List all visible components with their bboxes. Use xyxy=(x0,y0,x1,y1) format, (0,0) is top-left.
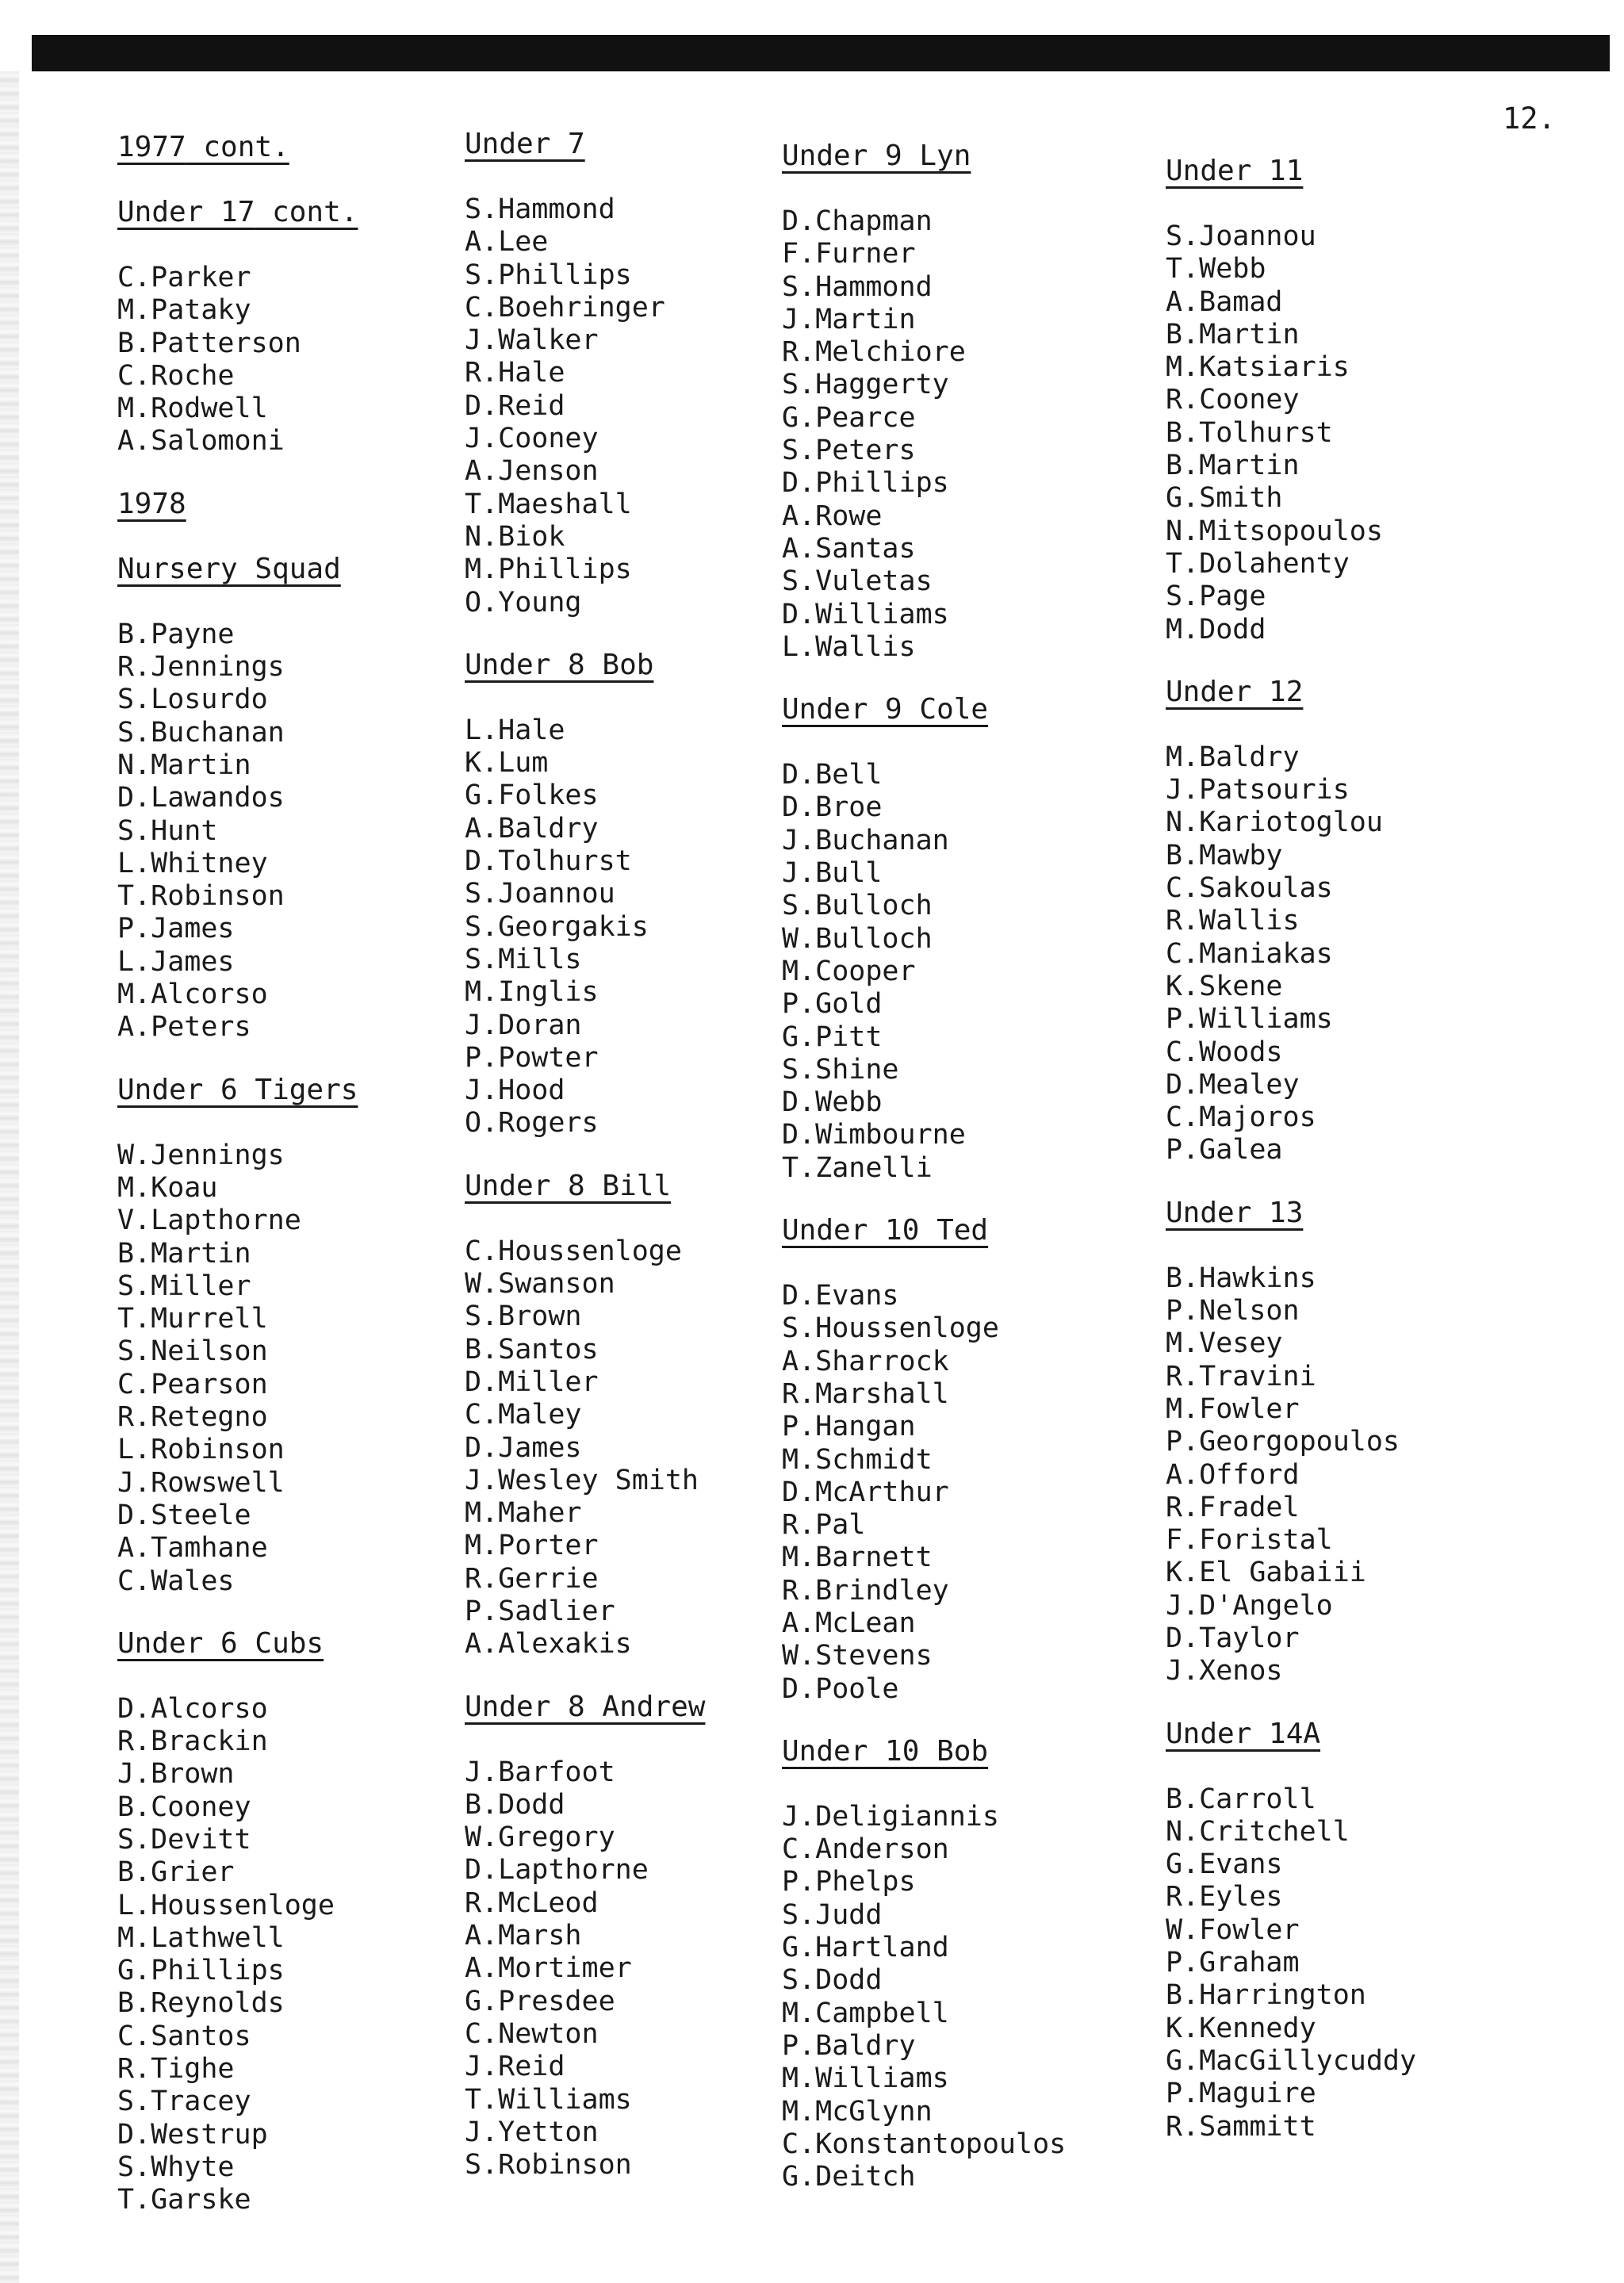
player-name: K.Kennedy xyxy=(1166,2012,1316,2044)
player-name: G.Deitch xyxy=(782,2161,916,2193)
player-list xyxy=(1166,741,1538,1167)
player-name: C.Houssenloge xyxy=(465,1235,682,1267)
player-name: R.Tighe xyxy=(117,2053,235,2086)
player-name: M.Phillips xyxy=(465,554,632,586)
player-name: M.Pataky xyxy=(117,294,251,327)
player-name: P.Sadlier xyxy=(465,1595,615,1627)
player-name: S.Dodd xyxy=(782,1964,883,1997)
player-name: S.Vuletas xyxy=(782,565,933,598)
player-name: J.Bull xyxy=(782,857,883,890)
player-name: L.Houssenloge xyxy=(117,1889,335,1921)
player-name: S.Georgakis xyxy=(465,910,649,943)
player-name: B.Cooney xyxy=(117,1791,251,1823)
player-name: M.Alcorso xyxy=(117,979,268,1011)
player-name: K.Lum xyxy=(465,747,549,780)
player-name: S.Shine xyxy=(782,1053,899,1086)
player-name: A.Sharrock xyxy=(782,1345,949,1377)
player-name: M.Inglis xyxy=(465,976,599,1009)
player-name: D.Wimbourne xyxy=(782,1119,966,1151)
section-title-suffix: cont. xyxy=(186,131,289,163)
player-name: R.Jennings xyxy=(117,651,285,684)
player-name: N.Mitsopoulos xyxy=(1166,515,1383,547)
player-name: A.Lee xyxy=(465,226,549,259)
player-name: D.Alcorso xyxy=(117,1692,268,1725)
section-heading xyxy=(782,1215,1155,1280)
player-name: S.Brown xyxy=(465,1300,582,1333)
player-name: R.Brackin xyxy=(117,1726,268,1758)
player-name: C.Konstantopoulos xyxy=(782,2128,1067,2160)
player-name: T.Webb xyxy=(1166,253,1266,285)
player-name: D.Lawandos xyxy=(117,782,285,814)
player-name: R.Hale xyxy=(465,357,565,389)
player-name: S.Devitt xyxy=(117,1823,251,1856)
player-name: L.Whitney xyxy=(117,847,268,879)
section-heading xyxy=(782,140,1155,205)
player-name: P.Phelps xyxy=(782,1866,916,1898)
section-heading xyxy=(782,694,1155,759)
section-title: Under 8 Andrew xyxy=(465,1690,706,1723)
player-name: A.Peters xyxy=(117,1011,251,1044)
section-heading xyxy=(1166,1197,1538,1262)
top-border-bar xyxy=(32,35,1610,71)
player-name: B.Patterson xyxy=(117,327,301,359)
section-title: Under 6 Cubs xyxy=(117,1626,324,1660)
player-name: L.Hale xyxy=(465,714,565,746)
section-title: Under 10 Ted xyxy=(782,1214,989,1247)
section-heading xyxy=(782,1736,1155,1801)
player-name: S.Phillips xyxy=(465,259,632,291)
player-list xyxy=(1166,1262,1538,1688)
player-name: M.Cooper xyxy=(782,955,916,987)
player-name: R.Sammitt xyxy=(1166,2110,1316,2143)
player-name: C.Maley xyxy=(465,1399,582,1431)
player-name: J.Buchanan xyxy=(782,824,949,856)
player-name: J.Hood xyxy=(465,1074,565,1107)
player-name: B.Hawkins xyxy=(1166,1262,1316,1294)
player-name: B.Mawby xyxy=(1166,839,1283,871)
player-name: C.Boehringer xyxy=(465,291,665,324)
player-name: A.Mortimer xyxy=(465,1952,632,1985)
player-name: A.Marsh xyxy=(465,1920,582,1952)
section-heading xyxy=(1166,1718,1538,1783)
player-name: R.Eyles xyxy=(1166,1881,1283,1913)
player-name: S.Haggerty xyxy=(782,369,949,401)
player-name: J.Martin xyxy=(782,303,916,335)
section-heading xyxy=(117,488,490,554)
player-name: B.Carroll xyxy=(1166,1783,1316,1815)
player-name: O.Young xyxy=(465,586,582,619)
player-name: S.Peters xyxy=(782,435,916,467)
player-name: B.Grier xyxy=(117,1856,235,1889)
column-1 xyxy=(117,132,490,2247)
player-name: M.Rodwell xyxy=(117,393,268,425)
section-heading xyxy=(117,554,490,619)
section-title: Under 11 xyxy=(1166,155,1304,187)
player-list xyxy=(1166,220,1538,646)
player-name: T.Dolahenty xyxy=(1166,547,1350,580)
player-name: P.Nelson xyxy=(1166,1295,1300,1327)
player-name: S.Page xyxy=(1166,580,1266,613)
section-title: 1978 xyxy=(117,487,186,520)
player-name: J.Patsouris xyxy=(1166,774,1350,806)
player-name: S.Tracey xyxy=(117,2086,251,2118)
player-name: P.Galea xyxy=(1166,1134,1283,1166)
player-name: P.Graham xyxy=(1166,1947,1300,1979)
player-name: S.Judd xyxy=(782,1898,883,1931)
player-name: R.Wallis xyxy=(1166,905,1300,937)
player-name: M.Schmidt xyxy=(782,1443,933,1476)
player-name: P.James xyxy=(117,913,235,945)
player-name: B.Reynolds xyxy=(117,1987,285,2020)
section-title-suffix: cont. xyxy=(255,196,358,228)
player-name: C.Newton xyxy=(465,2017,599,2050)
player-name: J.Wesley Smith xyxy=(465,1464,699,1496)
player-list xyxy=(1166,1783,1538,2143)
player-name: D.Williams xyxy=(782,598,949,630)
player-name: T.Williams xyxy=(465,2083,632,2116)
player-name: B.Martin xyxy=(1166,450,1300,482)
player-name: B.Payne xyxy=(117,618,235,650)
player-name: M.Williams xyxy=(782,2063,949,2095)
player-name: W.Jennings xyxy=(117,1139,285,1171)
player-name: A.Alexakis xyxy=(465,1628,632,1661)
player-name: S.Bulloch xyxy=(782,890,933,922)
player-name: M.Katsiaris xyxy=(1166,351,1350,384)
player-name: M.Porter xyxy=(465,1530,599,1562)
player-name: M.Campbell xyxy=(782,1997,949,2029)
player-list xyxy=(117,1140,490,1598)
player-name: S.Neilson xyxy=(117,1335,268,1368)
player-name: P.Maguire xyxy=(1166,2078,1316,2110)
player-name: K.Skene xyxy=(1166,970,1283,1002)
player-name: G.Folkes xyxy=(465,780,599,812)
player-name: R.Gerrie xyxy=(465,1562,599,1595)
player-name: C.Santos xyxy=(117,2020,251,2052)
player-name: D.Poole xyxy=(782,1672,899,1705)
player-name: D.Evans xyxy=(782,1280,899,1312)
player-name: M.Baldry xyxy=(1166,741,1300,773)
player-name: B.Santos xyxy=(465,1333,599,1366)
player-name: A.Santas xyxy=(782,532,916,565)
section-title: Under 6 Tigers xyxy=(117,1073,358,1106)
player-name: W.Fowler xyxy=(1166,1913,1300,1946)
player-name: J.Cooney xyxy=(465,423,599,455)
player-name: J.Barfoot xyxy=(465,1756,615,1788)
player-name: M.Barnett xyxy=(782,1542,933,1574)
player-name: J.Brown xyxy=(117,1758,235,1791)
player-name: R.Melchiore xyxy=(782,336,966,369)
player-name: S.Losurdo xyxy=(117,684,268,716)
player-name: V.Lapthorne xyxy=(117,1205,301,1237)
section-title: Under 8 Bob xyxy=(465,648,654,681)
player-name: D.Reid xyxy=(465,389,565,422)
player-name: M.McGlynn xyxy=(782,2095,933,2128)
player-name: M.Maher xyxy=(465,1497,582,1530)
player-name: W.Swanson xyxy=(465,1268,615,1300)
player-list xyxy=(117,619,490,1044)
player-name: C.Woods xyxy=(1166,1036,1283,1068)
section-title: Under 13 xyxy=(1166,1196,1304,1229)
player-name: J.Reid xyxy=(465,2051,565,2083)
player-name: D.Westrup xyxy=(117,2118,268,2151)
section-title: Under 12 xyxy=(1166,675,1304,708)
player-name: A.Rowe xyxy=(782,500,883,532)
player-name: P.Williams xyxy=(1166,1003,1333,1036)
player-list xyxy=(117,1693,490,2217)
player-name: A.Salomoni xyxy=(117,425,285,458)
player-name: M.Vesey xyxy=(1166,1327,1283,1360)
player-name: R.Fradel xyxy=(1166,1491,1300,1523)
player-name: A.Tamhane xyxy=(117,1532,268,1565)
player-name: G.Pitt xyxy=(782,1021,883,1053)
section-title: Under 9 Lyn xyxy=(782,140,971,172)
section-title: Under 9 Cole xyxy=(782,693,989,726)
player-name: S.Houssenloge xyxy=(782,1312,999,1345)
player-name: S.Whyte xyxy=(117,2151,235,2183)
section-heading xyxy=(117,197,490,262)
player-name: T.Zanelli xyxy=(782,1151,933,1184)
player-name: A.Offord xyxy=(1166,1458,1300,1491)
player-name: D.Phillips xyxy=(782,467,949,500)
player-name: R.Marshall xyxy=(782,1377,949,1410)
player-name: R.Cooney xyxy=(1166,384,1300,416)
player-list xyxy=(782,759,1155,1185)
player-name: S.Mills xyxy=(465,943,582,975)
section-title: Under 14A xyxy=(1166,1717,1321,1750)
player-name: T.Maeshall xyxy=(465,488,632,520)
player-name: S.Robinson xyxy=(465,2149,632,2181)
section-heading xyxy=(117,132,490,197)
player-name: J.Rowswell xyxy=(117,1466,285,1499)
player-name: W.Stevens xyxy=(782,1640,933,1672)
player-name: S.Miller xyxy=(117,1270,251,1302)
column-4 xyxy=(1166,155,1538,2174)
player-name: R.Travini xyxy=(1166,1360,1316,1392)
player-name: A.Jenson xyxy=(465,455,599,488)
player-name: S.Hunt xyxy=(117,814,218,847)
player-list xyxy=(782,205,1155,664)
player-name: M.Lathwell xyxy=(117,1921,285,1954)
section-title: Nursery Squad xyxy=(117,552,341,585)
player-list xyxy=(782,1280,1155,1706)
player-name: D.James xyxy=(465,1431,582,1464)
player-name: O.Rogers xyxy=(465,1107,599,1140)
player-name: P.Georgopoulos xyxy=(1166,1426,1400,1458)
section-title: 1977 xyxy=(117,131,186,163)
player-name: G.Evans xyxy=(1166,1848,1283,1881)
player-name: C.Parker xyxy=(117,262,251,293)
player-name: D.Webb xyxy=(782,1086,883,1119)
player-name: C.Pearson xyxy=(117,1368,268,1400)
player-name: G.Phillips xyxy=(117,1955,285,1987)
player-name: S.Hammond xyxy=(782,270,933,303)
player-list xyxy=(782,1801,1155,2194)
player-name: C.Roche xyxy=(117,359,235,392)
section-title: Under 7 xyxy=(465,128,585,160)
section-title: Under 10 Bob xyxy=(782,1734,989,1768)
player-name: B.Dodd xyxy=(465,1788,565,1821)
player-name: G.Smith xyxy=(1166,482,1283,515)
scan-edge xyxy=(0,71,19,2283)
player-name: C.Majoros xyxy=(1166,1101,1316,1134)
player-name: D.Miller xyxy=(465,1366,599,1398)
player-name: S.Joannou xyxy=(1166,220,1316,252)
player-name: M.Dodd xyxy=(1166,613,1266,645)
player-name: P.Powter xyxy=(465,1041,599,1074)
section-heading xyxy=(117,1074,490,1140)
player-name: G.Pearce xyxy=(782,401,916,434)
section-heading xyxy=(1166,676,1538,741)
section-title: Under 8 Bill xyxy=(465,1169,672,1202)
player-name: B.Martin xyxy=(117,1237,251,1270)
player-name: C.Sakoulas xyxy=(1166,872,1333,905)
player-name: K.El Gabaiii xyxy=(1166,1557,1366,1589)
player-name: A.Baldry xyxy=(465,812,599,845)
player-name: C.Maniakas xyxy=(1166,937,1333,970)
player-name: R.Pal xyxy=(782,1509,866,1542)
player-name: N.Critchell xyxy=(1166,1815,1350,1848)
player-name: B.Martin xyxy=(1166,318,1300,350)
section-heading xyxy=(117,1628,490,1693)
player-name: P.Baldry xyxy=(782,2029,916,2062)
player-name: J.Yetton xyxy=(465,2116,599,2148)
player-name: G.Presdee xyxy=(465,1985,615,2017)
player-name: D.McArthur xyxy=(782,1476,949,1508)
player-name: M.Koau xyxy=(117,1171,218,1204)
player-name: D.Steele xyxy=(117,1499,251,1531)
player-name: D.Mealey xyxy=(1166,1068,1300,1101)
player-list xyxy=(117,262,490,458)
player-name: L.Robinson xyxy=(117,1434,285,1466)
player-name: N.Biok xyxy=(465,520,565,553)
player-name: T.Robinson xyxy=(117,880,285,913)
player-name: D.Lapthorne xyxy=(465,1854,649,1887)
player-name: S.Buchanan xyxy=(117,716,285,749)
player-name: P.Gold xyxy=(782,988,883,1021)
player-name: J.Deligiannis xyxy=(782,1800,999,1833)
player-name: R.Brindley xyxy=(782,1574,949,1607)
player-name: L.Wallis xyxy=(782,630,916,663)
section-heading xyxy=(1166,155,1538,220)
player-name: N.Martin xyxy=(117,749,251,781)
player-name: W.Gregory xyxy=(465,1821,615,1854)
player-name: R.McLeod xyxy=(465,1887,599,1919)
player-name: F.Foristal xyxy=(1166,1524,1333,1557)
player-name: J.Walker xyxy=(465,324,599,357)
player-name: B.Tolhurst xyxy=(1166,416,1333,449)
player-name: T.Murrell xyxy=(117,1303,268,1335)
player-name: T.Garske xyxy=(117,2184,251,2216)
player-name: G.Hartland xyxy=(782,1932,949,1964)
player-name: N.Kariotoglou xyxy=(1166,806,1383,839)
player-name: J.Xenos xyxy=(1166,1655,1283,1687)
page-number: 12. xyxy=(1503,102,1556,136)
player-name: B.Harrington xyxy=(1166,1979,1366,2012)
player-name: G.MacGillycuddy xyxy=(1166,2044,1417,2077)
player-name: A.Bamad xyxy=(1166,285,1283,318)
player-name: J.Doran xyxy=(465,1009,582,1041)
section-title: Under 17 xyxy=(117,196,255,228)
player-name: S.Hammond xyxy=(465,193,615,225)
player-name: D.Chapman xyxy=(782,205,933,237)
player-name: A.McLean xyxy=(782,1607,916,1639)
player-name: D.Broe xyxy=(782,791,883,824)
player-name: D.Tolhurst xyxy=(465,845,632,878)
player-name: C.Wales xyxy=(117,1565,235,1597)
player-name: P.Hangan xyxy=(782,1411,916,1443)
player-name: S.Joannou xyxy=(465,878,615,910)
column-3 xyxy=(782,140,1155,2224)
player-name: D.Bell xyxy=(782,759,883,791)
player-name: C.Anderson xyxy=(782,1833,949,1866)
player-name: L.James xyxy=(117,945,235,978)
player-name: W.Bulloch xyxy=(782,922,933,955)
player-name: J.D'Angelo xyxy=(1166,1589,1333,1622)
player-name: D.Taylor xyxy=(1166,1622,1300,1654)
player-name: M.Fowler xyxy=(1166,1392,1300,1425)
player-name: F.Furner xyxy=(782,238,916,270)
player-name: R.Retegno xyxy=(117,1401,268,1434)
